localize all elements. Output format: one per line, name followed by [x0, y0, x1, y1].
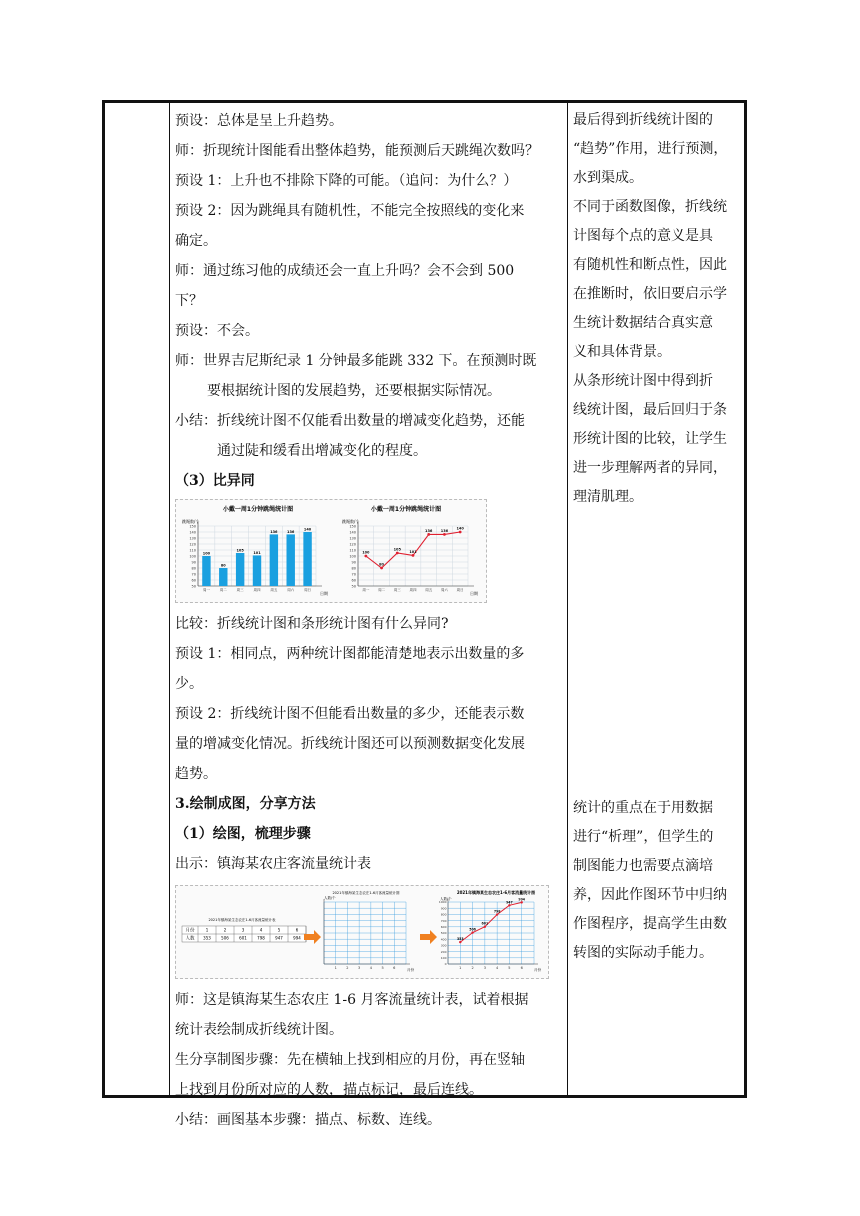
- bar: [202, 556, 210, 586]
- note-block: [573, 367, 745, 512]
- bar: [303, 532, 311, 586]
- x-tick-label: 2: [346, 966, 349, 970]
- y-tick-label: 130: [349, 536, 356, 541]
- empty-grid-chart: [324, 899, 410, 970]
- paragraph: 趋势。: [175, 766, 217, 782]
- data-label: 798: [493, 909, 501, 914]
- data-point: [443, 533, 446, 536]
- paragraph: 出示：镇海某农庄客流量统计表: [175, 856, 371, 872]
- note-line: 转图的实际动手能力。: [573, 945, 713, 961]
- paragraph: 统计表绘制成折线统计图。: [175, 1022, 343, 1038]
- bar: [219, 568, 227, 586]
- table-cell: 994: [293, 935, 301, 941]
- y-tick-label: 80: [191, 566, 196, 571]
- y-tick-label: 70: [351, 572, 356, 577]
- table-cell: 6: [295, 927, 299, 933]
- paragraph: 师：折现统计图能看出整体趋势，能预测后天跳绳次数吗？: [175, 143, 539, 159]
- column-divider-left: [169, 103, 170, 1095]
- note-line: 不同于函数图像，折线统: [573, 199, 727, 215]
- y-tick-label: 800: [440, 912, 447, 917]
- table-cell: 601: [239, 935, 247, 941]
- data-point: [471, 931, 473, 933]
- x-tick-label: 6: [393, 966, 396, 970]
- paragraph: 预设 2：因为跳绳具有随机性，不能完全按照线的变化来: [175, 203, 525, 219]
- data-point: [459, 941, 461, 943]
- x-tick-label: 1: [334, 966, 337, 970]
- paragraph: 预设：不会。: [175, 323, 259, 339]
- y-tick-label: 90: [191, 560, 196, 565]
- note-block: [573, 106, 745, 193]
- x-tick-label: 2: [471, 966, 474, 970]
- bar-chart-ylabel: 跳绳数/个: [182, 519, 200, 524]
- note-line: 义和具体背景。: [573, 344, 671, 360]
- y-tick-label: 110: [349, 548, 356, 553]
- note-line: 有随机性和断点性，因此: [573, 257, 727, 273]
- y-tick-label: 200: [440, 949, 447, 954]
- empty-chart-xlabel: 月份: [407, 968, 414, 972]
- data-label: 506: [469, 927, 476, 932]
- data-point: [484, 926, 486, 928]
- note-line: 理清肌理。: [573, 489, 643, 505]
- data-point: [412, 554, 415, 557]
- x-tick-label: 4: [496, 966, 499, 970]
- data-point: [364, 555, 367, 558]
- data-label: 994: [518, 897, 526, 902]
- line-chart-xlabel: 月份: [534, 968, 541, 972]
- data-label: 601: [481, 921, 489, 926]
- note-line: 从条形统计图中得到折: [573, 373, 713, 389]
- note-line: 制图能力也需要点滴培: [573, 858, 713, 874]
- table-cell: 353: [203, 935, 211, 941]
- bar-chart: [189, 522, 322, 592]
- y-tick-label: 700: [440, 918, 447, 923]
- arrow-icon: [420, 930, 437, 944]
- y-tick-label: 400: [440, 937, 447, 942]
- y-tick-label: 100: [189, 554, 196, 559]
- main-column: [175, 106, 563, 1135]
- empty-chart-ylabel: 人数/个: [324, 896, 336, 900]
- y-tick-label: 70: [191, 572, 196, 577]
- note-line: 养，因此作图环节中归纳: [573, 887, 727, 903]
- data-label: 100: [202, 551, 211, 556]
- data-label: 80: [220, 563, 226, 568]
- data-label: 136: [287, 529, 295, 534]
- x-tick-label: 周四: [253, 588, 261, 592]
- paragraph: 预设 1：上升也不排除下降的可能。（追问：为什么？）: [175, 173, 518, 189]
- paragraph: 下？: [175, 293, 203, 309]
- note-line: “趋势”作用，进行预测，: [573, 141, 728, 157]
- x-tick-label: 周三: [393, 588, 401, 592]
- y-tick-label: 300: [440, 943, 447, 948]
- table-cell: 798: [257, 935, 265, 941]
- table-cell: 506: [221, 935, 229, 941]
- x-tick-label: 4: [369, 966, 372, 970]
- data-label: 140: [303, 527, 312, 532]
- x-tick-label: 1: [459, 966, 462, 970]
- x-tick-label: 5: [508, 966, 511, 970]
- y-tick-label: 50: [351, 584, 356, 589]
- y-tick-label: 100: [349, 554, 356, 559]
- data-point: [380, 567, 383, 570]
- y-tick-label: 80: [351, 566, 356, 571]
- note-line: 水到渠成。: [573, 170, 643, 186]
- arrow-icon: [304, 930, 321, 944]
- section-heading: 3.绘制成图，分享方法: [175, 796, 316, 812]
- row-label: 月份: [185, 928, 195, 934]
- paragraph: 师：通过练习他的成绩还会一直上升吗？会不会到 500: [175, 263, 515, 279]
- table-title: 2021年镇海某生态农庄1-6月客流量统计表: [208, 918, 276, 922]
- line-chart: [349, 522, 474, 592]
- note-block: [573, 794, 745, 968]
- data-point: [427, 533, 430, 536]
- bar-chart-title: 小戴一周1分钟跳绳统计图: [222, 506, 294, 513]
- paragraph: 小结：画图基本步骤：描点、标数、连线。: [175, 1112, 441, 1128]
- x-tick-label: 3: [483, 966, 486, 970]
- note-line: 进一步理解两者的异同，: [573, 460, 727, 476]
- table-cell: 2: [223, 927, 227, 933]
- y-tick-label: 50: [191, 584, 196, 589]
- x-tick-label: 周四: [409, 588, 417, 592]
- data-label: 136: [270, 529, 278, 534]
- y-tick-label: 0: [444, 962, 447, 967]
- data-label: 353: [456, 937, 464, 942]
- y-tick-label: 60: [351, 578, 356, 583]
- x-tick-label: 周二: [219, 588, 227, 592]
- data-label: 101: [253, 550, 261, 555]
- bar: [270, 534, 278, 586]
- table-cell: 1: [205, 927, 209, 933]
- note-line: 作图程序，提高学生由数: [573, 916, 727, 932]
- data-point: [521, 901, 523, 903]
- y-tick-label: 60: [191, 578, 196, 583]
- data-label: 105: [236, 548, 244, 553]
- x-tick-label: 周五: [425, 588, 433, 592]
- x-tick-label: 周二: [378, 588, 386, 592]
- x-tick-label: 3: [358, 966, 361, 970]
- data-label: 140: [456, 526, 464, 531]
- design-intent-column: [573, 106, 745, 968]
- bar-chart-xlabel: 日期: [320, 591, 328, 596]
- note-line: 在推断时，依旧要启示学: [573, 286, 727, 302]
- bar: [253, 555, 261, 586]
- x-tick-label: 周六: [287, 588, 295, 592]
- note-line: 计图每个点的意义是具: [573, 228, 713, 244]
- paragraph: 师：世界吉尼斯纪录 1 分钟最多能跳 332 下。在预测时既: [175, 353, 537, 369]
- drawing-steps-figure: [175, 885, 549, 979]
- comparison-charts: [176, 500, 486, 602]
- y-tick-label: 120: [189, 542, 196, 547]
- x-tick-label: 周日: [304, 588, 312, 592]
- line-chart-title: 小戴一周1分钟跳绳统计图: [370, 506, 442, 513]
- y-tick-label: 1000: [438, 900, 447, 905]
- lesson-table: [102, 100, 747, 1128]
- row-label: 人数: [185, 936, 195, 942]
- y-tick-label: 500: [440, 931, 447, 936]
- y-tick-label: 100: [440, 956, 447, 960]
- data-label: 947: [506, 900, 513, 905]
- note-line: 进行“析理”，但学生的: [573, 829, 714, 845]
- data-label: 136: [425, 528, 433, 533]
- y-tick-label: 600: [440, 925, 447, 929]
- line-chart-xlabel: 日期: [470, 591, 478, 596]
- x-tick-label: 周一: [202, 588, 210, 592]
- data-point: [496, 913, 498, 915]
- empty-chart-title: 2021年镇海某生态农庄1-6月客流量统计图: [332, 891, 400, 895]
- line-chart-ylabel: 跳绳数/个: [342, 519, 360, 524]
- line-chart-title: 2021年镇海某生态农庄1-6月客流量统计图: [456, 890, 536, 895]
- y-tick-label: 140: [189, 530, 196, 535]
- bar: [287, 534, 295, 586]
- note-line: 统计的重点在于用数据: [573, 800, 713, 816]
- table-cell: 3: [241, 927, 245, 933]
- line-chart-ylabel: 人数/个: [440, 897, 452, 901]
- y-tick-label: 110: [189, 548, 196, 553]
- section-heading: （1）绘图，梳理步骤: [175, 826, 311, 842]
- paragraph: 预设 2：折线统计图不但能看出数量的多少，还能表示数: [175, 706, 525, 722]
- flow-table: [182, 926, 306, 942]
- section-heading: （3）比异同: [175, 473, 255, 489]
- comparison-figure: [175, 499, 487, 603]
- data-label: 101: [409, 549, 417, 554]
- paragraph: 比较：折线统计图和条形统计图有什么异同?: [175, 616, 449, 632]
- data-label: 100: [362, 550, 370, 555]
- paragraph: 通过陡和缓看出增减变化的程度。: [217, 443, 427, 459]
- note-line: 最后得到折线统计图的: [573, 112, 713, 128]
- data-label: 80: [379, 562, 385, 567]
- note-line: 生统计数据结合真实意: [573, 315, 713, 331]
- paragraph: 预设：总体是呈上升趋势。: [175, 113, 343, 129]
- table-cell: 4: [259, 927, 263, 933]
- y-tick-label: 130: [189, 536, 196, 541]
- table-cell: 5: [277, 927, 281, 933]
- paragraph: 要根据统计图的发展趋势，还要根据实际情况。: [207, 383, 501, 399]
- flow-line-chart: [439, 897, 538, 970]
- data-point: [459, 531, 462, 534]
- y-tick-label: 140: [349, 530, 356, 535]
- x-tick-label: 5: [381, 966, 384, 970]
- paragraph: 量的增减变化情况。折线统计图还可以预测数据变化发展: [175, 736, 525, 752]
- x-tick-label: 周三: [236, 588, 244, 592]
- x-tick-label: 周六: [440, 588, 448, 592]
- x-tick-label: 周日: [456, 588, 464, 592]
- note-block: [573, 193, 745, 367]
- data-label: 105: [393, 547, 401, 552]
- drawing-steps: [176, 886, 548, 978]
- note-line: 线统计图，最后回归于条: [573, 402, 727, 418]
- data-point: [396, 552, 399, 555]
- y-tick-label: 120: [349, 542, 356, 547]
- paragraph: 师：这是镇海某生态农庄 1-6 月客流量统计表，试着根据: [175, 992, 529, 1008]
- paragraph: 预设 1：相同点，两种统计图都能清楚地表示出数量的多: [175, 646, 525, 662]
- bar: [236, 553, 244, 586]
- paragraph: 少。: [175, 676, 203, 692]
- paragraph: 确定。: [175, 233, 217, 249]
- data-point: [508, 904, 510, 906]
- x-tick-label: 周一: [362, 588, 370, 592]
- data-label: 136: [440, 528, 449, 533]
- table-cell: 947: [275, 935, 283, 941]
- y-tick-label: 150: [189, 524, 196, 529]
- x-tick-label: 周五: [270, 588, 278, 592]
- paragraph: 生分享制图步骤：先在横轴上找到相应的月份，再在竖轴: [175, 1052, 525, 1068]
- y-tick-label: 900: [440, 906, 447, 911]
- paragraph: 上找到月份所对应的人数，描点标记，最后连线。: [175, 1082, 483, 1098]
- note-line: 形统计图的比较，让学生: [573, 431, 727, 447]
- paragraph: 小结：折线统计图不仅能看出数量的增减变化趋势，还能: [175, 413, 525, 429]
- x-tick-label: 6: [520, 966, 523, 970]
- column-divider-right: [567, 103, 568, 1095]
- y-tick-label: 90: [351, 560, 356, 565]
- y-tick-label: 150: [349, 524, 356, 529]
